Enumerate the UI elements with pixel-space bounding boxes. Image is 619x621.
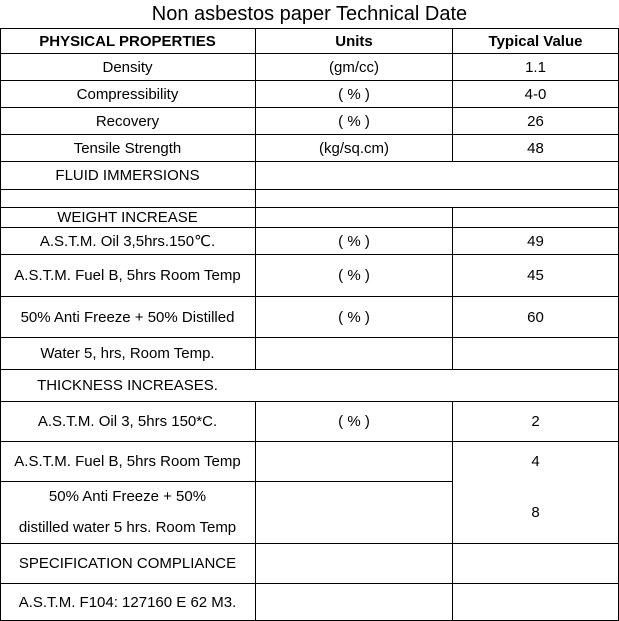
page-title: Non asbestos paper Technical Date bbox=[151, 3, 468, 25]
thickness-increases-heading: THICKNESS INCREASES. bbox=[37, 377, 218, 394]
weight-fuel-label: A.S.T.M. Fuel B, 5hrs Room Temp bbox=[14, 267, 241, 284]
thickness-oil-value: 2 bbox=[531, 413, 540, 430]
compressibility-label: Compressibility bbox=[76, 85, 179, 103]
density-label: Density bbox=[102, 58, 153, 76]
tensile-strength-value: 48 bbox=[527, 139, 544, 157]
compressibility-value: 4-0 bbox=[524, 85, 547, 103]
thickness-fuel-value: 4 bbox=[531, 453, 540, 470]
weight-antifreeze-label: 50% Anti Freeze + 50% Distilled bbox=[20, 308, 235, 326]
weight-antifreeze-unit: ( % ) bbox=[338, 308, 370, 326]
thickness-antifreeze-line1: 50% Anti Freeze + 50% bbox=[48, 487, 207, 505]
weight-oil-unit: ( % ) bbox=[338, 232, 370, 250]
thickness-antifreeze-value: 8 bbox=[531, 504, 540, 521]
tensile-strength-label: Tensile Strength bbox=[73, 139, 182, 157]
thickness-oil-unit: ( % ) bbox=[338, 413, 370, 430]
density-unit: (gm/cc) bbox=[329, 58, 379, 76]
grid-line bbox=[0, 189, 619, 190]
header-properties: PHYSICAL PROPERTIES bbox=[39, 32, 216, 50]
weight-increase-heading: WEIGHT INCREASE bbox=[57, 209, 198, 226]
header-units: Units bbox=[335, 32, 373, 50]
fluid-immersions-heading: FLUID IMMERSIONS bbox=[55, 167, 200, 184]
tensile-strength-unit: (kg/sq.cm) bbox=[318, 139, 389, 157]
recovery-label: Recovery bbox=[95, 112, 160, 130]
recovery-unit: ( % ) bbox=[338, 112, 370, 130]
weight-antifreeze-value: 60 bbox=[527, 308, 544, 326]
weight-fuel-unit: ( % ) bbox=[338, 267, 370, 284]
compressibility-unit: ( % ) bbox=[338, 85, 370, 103]
density-value: 1.1 bbox=[525, 58, 546, 76]
header-typical-value: Typical Value bbox=[488, 32, 583, 50]
specification-compliance-heading: SPECIFICATION COMPLIANCE bbox=[18, 555, 237, 572]
weight-fuel-value: 45 bbox=[527, 267, 544, 284]
thickness-antifreeze-line2: distilled water 5 hrs. Room Temp bbox=[18, 519, 237, 536]
astm-f104-label: A.S.T.M. F104: 127160 E 62 M3. bbox=[18, 593, 237, 611]
thickness-fuel-label: A.S.T.M. Fuel B, 5hrs Room Temp bbox=[14, 453, 241, 470]
weight-water-label: Water 5, hrs, Room Temp. bbox=[40, 345, 215, 362]
weight-oil-value: 49 bbox=[527, 232, 544, 250]
thickness-oil-label: A.S.T.M. Oil 3, 5hrs 150*C. bbox=[37, 413, 218, 430]
weight-oil-label: A.S.T.M. Oil 3,5hrs.150℃. bbox=[39, 233, 216, 250]
recovery-value: 26 bbox=[527, 112, 544, 130]
